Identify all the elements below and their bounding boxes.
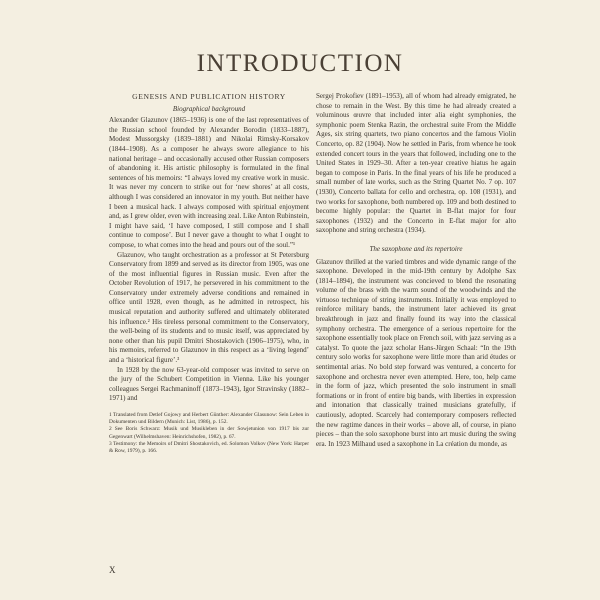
paragraph: In 1928 by the now 63-year-old composer was invited to serve on the jury of the Schubert Competition in Vienna. Like his younger colleagues Sergei Rachmaninoff (1873–1943), Igor Stravinsky (1882–1971) and (109, 365, 309, 403)
subheading-saxophone: The saxophone and its repertoire (369, 244, 463, 253)
page-number: X (109, 565, 116, 575)
paragraph: Alexander Glazunov (1865–1936) is one of the last representatives of the Russian school founded by Alexander Borodin (1833–1887), Modest Mussorgsky (1839–1881) and Nikolai Rimsky-Korsakov (1844–1908). As a composer he always swore allegiance to his national heritage – and occasionally accused other Russian composers of abandoning it. His artistic philosophy is formulated in the final sentences of his memoirs: “I always loved my creative work in music. It was never my concern to strike out for ‘new shores’ at all costs, although I was considered an innovator in my youth. But neither have I been a musical hack. I always composed with spiritual enjoyment and, as I grew older, even with increasing zeal. Like Anton Rubinstein, I might have said, ‘I have composed, I still compose and I shall continue to compose’. But I never gave a thought to what I ought to compose, to what comes into the head and pours out of the soul.”¹ (109, 116, 309, 249)
paragraph: Sergej Prokofiev (1891–1953), all of whom had already emigrated, he chose to remain in the West. By this time he had already created a voluminous œuvre that included inter alia eight symphonies, the symphonic poem Stenka Razin, the orchestral suite From the Middle Ages, six string quartets, two piano concertos and the famous Violin Concerto, op. 82 (1904). Now he settled in Paris, from whence he took extended concert tours in the years that followed, including one to the United States in 1929–30. After a ten-year creative hiatus he again began to compose in Paris. In the final years of his life he produced a small number of late works, such as the String Quartet No. 7 op. 107 (1930), Concerto ballata for cello and orchestra, op. 108 (1931), and two works for saxophone, both numbered op. 109 and both destined to become highly popular: the Quartet in B-flat major for four saxophones (1932) and the Concerto in E-flat major for alto saxophone and string orchestra (1934). (316, 92, 516, 235)
page-title: INTRODUCTION (196, 50, 404, 77)
footnote: 2 See Boris Schwarz: Musik und Musikleben in der Sowjetunion von 1917 bis zur Gegenwart (Wilhelmshaven: Heinrichshofen, 1982), p. 67. (109, 426, 309, 440)
paragraph: Glazunov thrilled at the varied timbres and wide dynamic range of the saxophone. Developed in the mid-19th century by Adolphe Sax (1814–1894), the instrument was concieved to blend the resonating volume of the brass with the warm sound of the woodwinds and the virtuoso technique of string instruments. Initially it was employed to reinforce military bands, the instrument later achieved its great breakthrough in jazz and finally found its way into the classical symphony orchestra. The emergence of a serious repertoire for the saxophone essentially took place on French soil, with jazz serving as a catalyst. To quote the jazz scholar Hans-Jürgen Schaal: “In the 19th century solo works for saxophone were little more than arid études or sentimental arias. No bold step forward was ventured, a concerto for saxophone and orchestra never even attempted. Here, too, help came in the form of jazz, which presented the solo instrument in small formations or in front of entire big bands, with liberties in expression and intonation that classically trained musicians gratefully, if cautiously, adopted. Scarcely had contemporary composers reflected the new ragtime dances in their works – above all, of course, in piano pieces – than the solo saxophone burst into art music during the swing era. In 1923 Milhaud used a saxophone in La création du monde, as (316, 257, 516, 448)
paragraph: Glazunov, who taught orchestration as a professor at St Petersburg Conservatory from 1899 and served as its director from 1905, was one of the most influential figures in Russian music. Even after the October Revolution of 1917, he persevered in his commitment to the Conservatory under extremely adverse conditions and remained in office until 1928, even though, as he admitted in retrospect, his musical reputation and authority suffered and ultimately obliterated his influence.² His tireless personal commitment to the Conservatory, the well-being of its students and to music itself, was appreciated by none other than his pupil Dmitri Shostakovich (1906–1975), who, in his memoirs, referred to Glazunov in this respect as a ‘living legend’ and a ‘historical figure’.³ (109, 250, 309, 365)
right-column (316, 92, 516, 449)
left-column (109, 92, 309, 455)
footnote: 3 Testimony: the Memoirs of Dmitri Shostakovich, ed. Solomon Volkov (New York: Harper & Row, 1979), p. 166. (109, 440, 309, 455)
subheading-biographical: Biographical background (172, 104, 246, 113)
footnote: 1 Translated from Detlef Gojowy and Herbert Günther: Alexander Glasunow: Sein Leben in Dokumenten und Bildern (Munich: List, 1986), p. 152. (109, 412, 309, 426)
section-heading: GENESIS AND PUBLICATION HISTORY (132, 92, 286, 101)
footnotes (109, 412, 309, 455)
